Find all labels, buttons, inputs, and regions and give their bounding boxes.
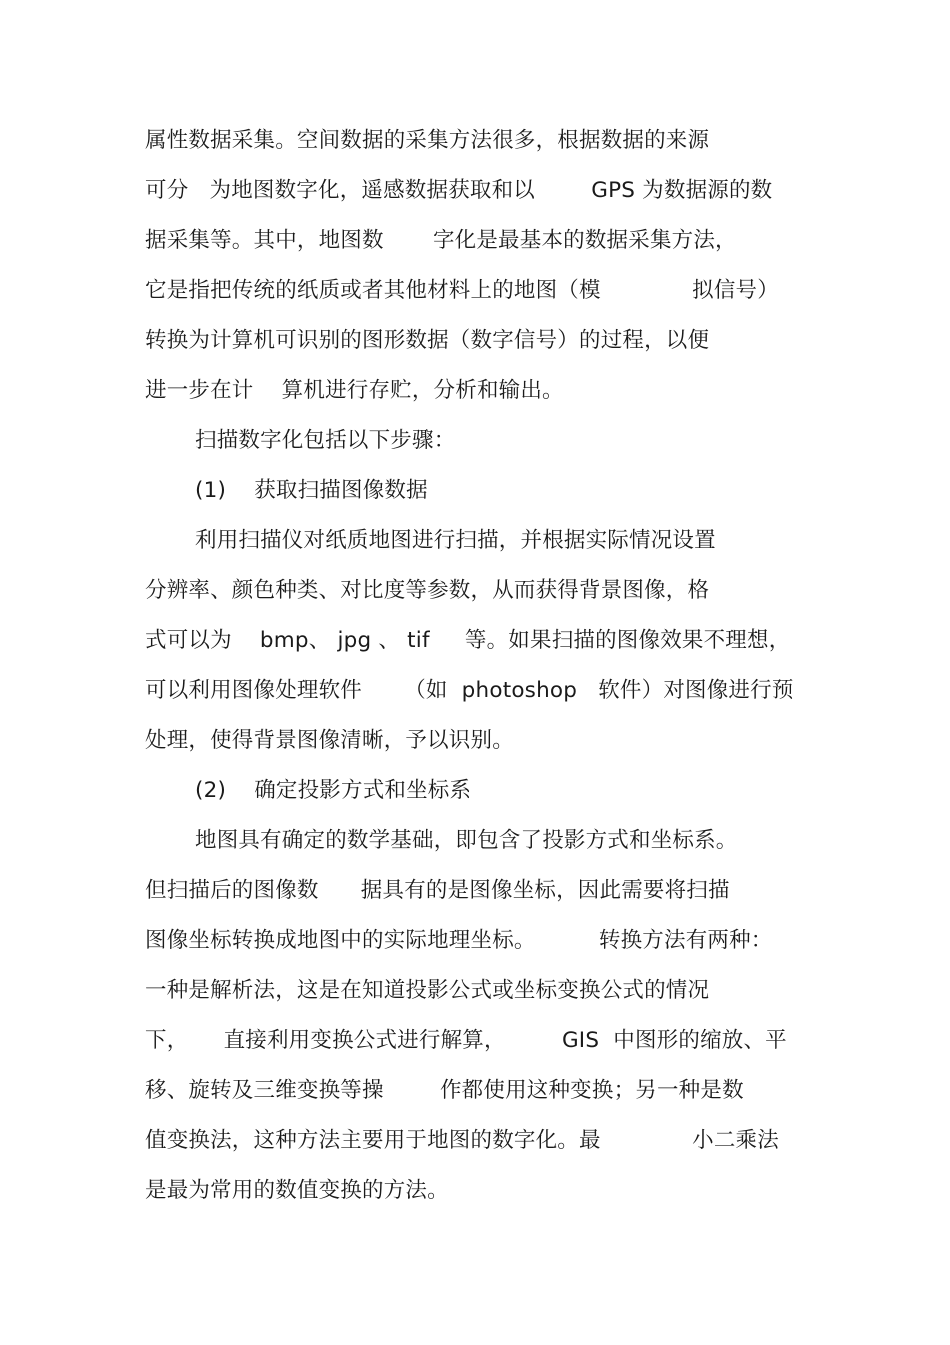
text-line-15: 地图具有确定的数学基础，即包含了投影方式和坐标系。 <box>195 828 738 853</box>
text-line-10: 分辨率、颜色种类、对比度等参数，从而获得背景图像，格 <box>145 578 710 603</box>
text-line-12: 可以利用图像处理软件 （如 photoshop 软件）对图像进行预 <box>145 678 794 703</box>
section-heading-1: (1) 获取扫描图像数据 <box>195 478 428 503</box>
text-line-19: 下， 直接利用变换公式进行解算， GIS 中图形的缩放、平 <box>145 1028 787 1053</box>
text-line-4: 它是指把传统的纸质或者其他材料上的地图（模 拟信号） <box>145 278 779 303</box>
text-line-7: 扫描数字化包括以下步骤： <box>195 428 456 453</box>
text-line-22: 是最为常用的数值变换的方法。 <box>145 1178 449 1203</box>
text-line-20: 移、旋转及三维变换等操 作都使用这种变换；另一种是数 <box>145 1078 744 1103</box>
text-line-6: 进一步在计 算机进行存贮，分析和输出。 <box>145 378 564 403</box>
text-line-13: 处理，使得背景图像清晰，予以识别。 <box>145 728 514 753</box>
text-line-3: 据采集等。其中，地图数 字化是最基本的数据采集方法， <box>145 228 737 253</box>
text-line-9: 利用扫描仪对纸质地图进行扫描，并根据实际情况设置 <box>195 528 716 553</box>
text-line-17: 图像坐标转换成地图中的实际地理坐标。 转换方法有两种： <box>145 928 773 953</box>
text-line-16: 但扫描后的图像数 据具有的是图像坐标，因此需要将扫描 <box>145 878 730 903</box>
section-heading-2: (2) 确定投影方式和坐标系 <box>195 778 472 803</box>
text-line-18: 一种是解析法，这是在知道投影公式或坐标变换公式的情况 <box>145 978 710 1003</box>
text-line-5: 转换为计算机可识别的图形数据（数字信号）的过程，以便 <box>145 328 710 353</box>
text-line-1: 属性数据采集。空间数据的采集方法很多，根据数据的来源 <box>145 128 710 153</box>
text-line-2: 可分 为地图数字化，遥感数据获取和以 GPS 为数据源的数 <box>145 178 773 203</box>
text-line-11: 式可以为 bmp、 jpg 、 tif 等。如果扫描的图像效果不理想， <box>145 628 791 653</box>
text-line-21: 值变换法，这种方法主要用于地图的数字化。最 小二乘法 <box>145 1128 779 1153</box>
